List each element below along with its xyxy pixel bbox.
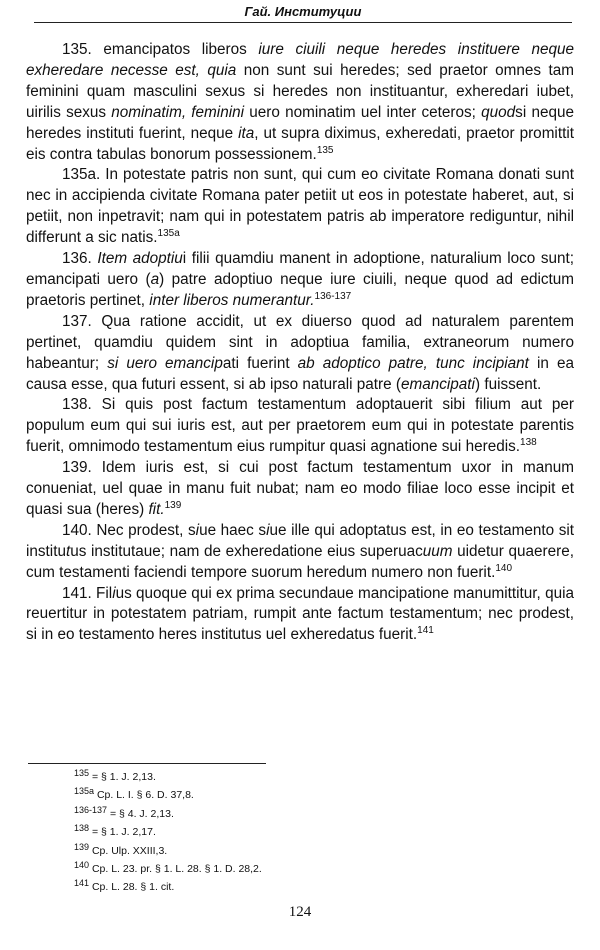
footnote-reference: 135a [157, 228, 180, 240]
text-run: In potestate patris non sunt, qui cum eo civitate Romana donati sunt nec in accipienda civitate Romana pater petiit ut eos in potestate haberet, aut, si petiit, non inpetravit; nam qui in potestatem patris ab imperatore rediguntur, nihil differunt a sic natis. [26, 166, 574, 247]
text-run: us quoque qui ex prima secundaue mancipatione manumittitur, quia reuertitur in potestatem patriam, rumpit ante factum testamentum; nec prodest, si in eo testamento heres institutus uel exheredatus fuerit. [26, 584, 574, 644]
footnote-text: Cp. L. I. § 6. D. 37,8. [94, 789, 194, 802]
italic-text: i [266, 521, 270, 539]
italic-text: si uero emancip [107, 354, 223, 372]
paragraph [26, 40, 574, 165]
italic-text: fit. [148, 500, 165, 518]
text-run: Si quis post factum testamentum adoptauerit sibi filium aut per populum eum qui sui iuris est, aut per praetorem eum qui in potestate parentis fuerit, omnimodo testamentum eius rumpitur quasi agnatione sui heredis. [26, 396, 574, 456]
italic-text: i [112, 584, 116, 602]
footnote-mark: 136-137 [74, 804, 108, 815]
text-run: uidetur quaerere, cum testamenti faciendi tempore suorum heredum numero non fuerit. [26, 542, 574, 581]
text-run: ) fuissent. [474, 375, 542, 393]
footnote-text: Cp. L. 23. pr. § 1. L. 28. § 1. D. 28,2. [89, 863, 262, 876]
page-number: 124 [288, 904, 312, 920]
footnote [74, 823, 262, 841]
italic-text: iure ciuili neque heredes instituere neque exheredare necesse est, quia [26, 41, 574, 79]
italic-text: Item adoptiu [97, 250, 183, 268]
italic-text: inter liberos numerantur. [149, 291, 315, 309]
text-run: ue haec s [199, 521, 267, 539]
footnote-reference: 140 [495, 562, 513, 574]
text-run: , ut supra diximus, exheredati, praetor promittit eis contra tabulas bonorum possessionem. [26, 124, 574, 163]
text-run: Fil [91, 584, 113, 602]
footnote-text: Cp. L. 28. § 1. cit. [89, 881, 175, 894]
text-run: uero nominatim uel inter ceteros; [244, 103, 482, 121]
text-run: ue ille qui adoptatus est, in eo testamento sit institu [26, 521, 574, 560]
paragraph-number: 136. [62, 250, 92, 268]
footnote-mark: 140 [74, 860, 90, 871]
footnote-reference: 139 [164, 499, 182, 511]
paragraph-number: 140. [62, 521, 92, 539]
footnote-text: Cp. Ulp. XXIII,3. [89, 844, 168, 857]
footnote-reference: 135 [316, 144, 334, 156]
paragraph [26, 249, 574, 312]
paragraph [26, 312, 574, 396]
footnote-reference: 136-137 [314, 290, 352, 302]
text-run: Nec prodest, s [91, 521, 196, 539]
footnote-mark: 135 [74, 768, 90, 778]
footnote-mark: 139 [74, 841, 90, 852]
footnotes [74, 768, 262, 897]
text-run: non sunt sui heredes; sed praetor omnes tam feminini quam masculini sexus si heredes non instituantur, exheredari iubet, uirilis sexus [26, 61, 574, 121]
footnote-reference: 141 [417, 625, 434, 637]
italic-text: quod [481, 103, 516, 121]
footnote [74, 786, 262, 804]
italic-text: i [195, 521, 200, 539]
paragraph-number: 139. [62, 459, 92, 477]
text-run: si neque heredes instituti fuerint, neque [26, 103, 574, 142]
italic-text: emancipati [400, 375, 475, 393]
text-run: i filii quamdiu manent in adoptione, naturalium loco sunt; emancipati uero ( [26, 250, 575, 288]
text-run: ) patre adoptiuo neque iure ciuili, neque quod ad edictum praetoris pertinet, [26, 270, 575, 309]
paragraph-number: 135. [62, 41, 92, 58]
paragraph-number: 138. [62, 396, 92, 414]
paragraph [26, 584, 574, 647]
text-run: emancipatos liberos [91, 41, 259, 58]
footnote [74, 860, 262, 878]
footnote [74, 768, 262, 786]
italic-text: a [150, 270, 160, 288]
italic-text: ita [238, 124, 255, 142]
italic-text: t [65, 542, 71, 560]
footnote-mark: 141 [74, 878, 90, 889]
running-header: Гай. Институции [244, 4, 362, 19]
text-run: Qua ratione accidit, ut ex diuerso quod ad naturalem parentem pertinet, quamdiu quidem sint in adoptiua familia, extraneorum numero habeantur; [26, 312, 574, 372]
paragraph-number: 137. [62, 312, 92, 330]
footnote [74, 878, 262, 896]
italic-text: ab adoptico patre, tunc incipiant [297, 354, 529, 372]
footnote [74, 842, 262, 860]
footnote-text: = § 1. J. 2,17. [89, 826, 156, 839]
text-run: us institutaue; nam de exheredatione eius superuac [70, 542, 423, 560]
footnote-reference: 138 [520, 437, 537, 449]
italic-text: nominatim, feminini [111, 103, 245, 121]
paragraph-number: 141. [62, 584, 92, 602]
footnote-text: = § 1. J. 2,13. [89, 771, 156, 783]
main-text [26, 40, 574, 646]
footnote-mark: 138 [74, 823, 90, 834]
text-run: Idem iuris est, si cui post factum testamentum uxor in manum conueniat, uel quae in manu fuit nubat; nam eo modo filiae loco esse incipit et quasi sua (heres) [26, 459, 574, 518]
paragraph [26, 395, 574, 458]
footnote-rule [28, 763, 266, 764]
header-rule [34, 22, 572, 23]
footnote [74, 805, 262, 823]
italic-text: uum [422, 542, 453, 560]
text-run: ati fuerint [222, 354, 298, 372]
paragraph [26, 458, 574, 521]
paragraph [26, 521, 574, 584]
paragraph-number: 135a. [62, 166, 101, 184]
text-run: in ea causa esse, qua futuri essent, si ab ipso naturali patre ( [26, 354, 574, 393]
footnote-text: = § 4. J. 2,13. [107, 807, 174, 820]
footnote-mark: 135a [74, 786, 95, 797]
paragraph [26, 165, 574, 249]
